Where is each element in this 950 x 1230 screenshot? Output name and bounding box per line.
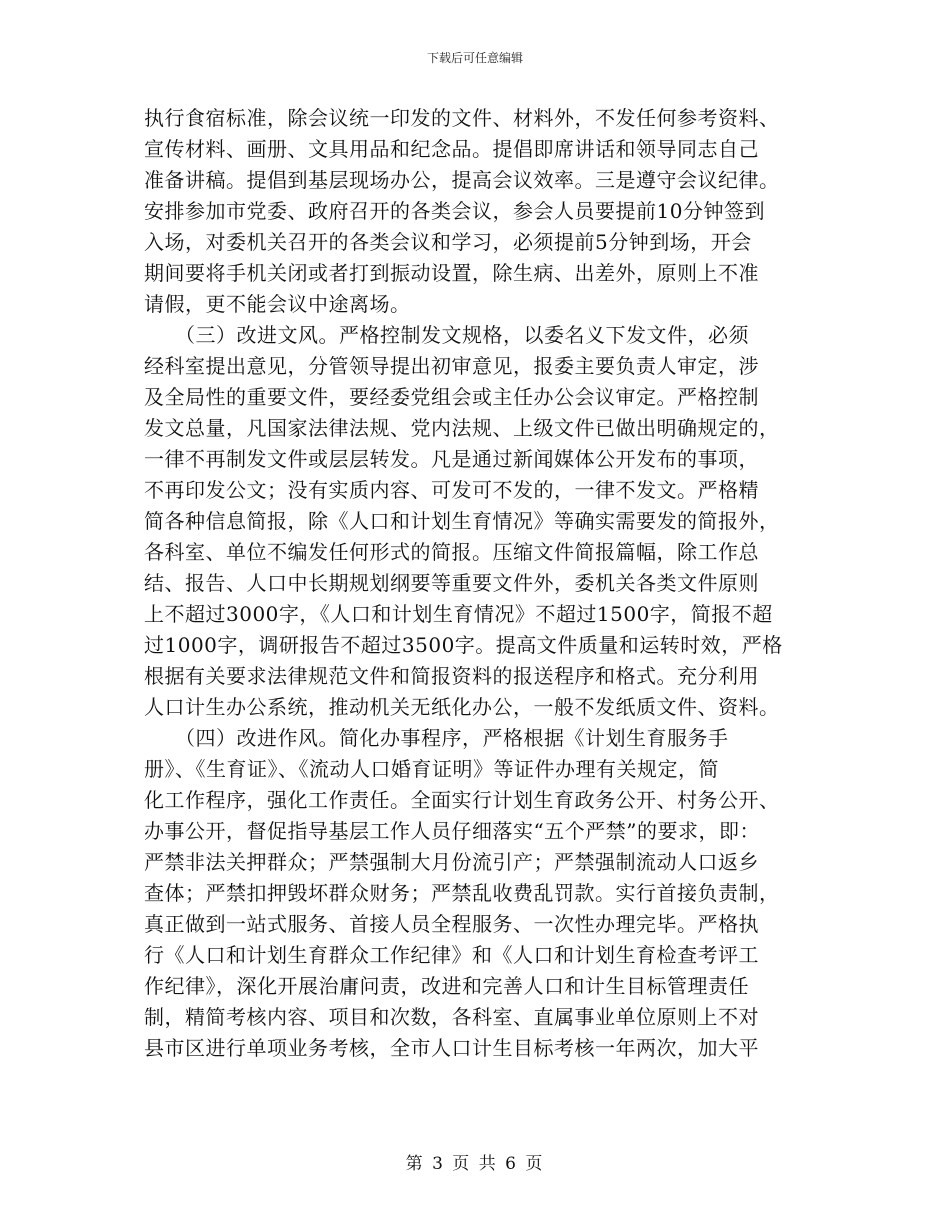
text-line-5: 入场，对委机关召开的各类会议和学习，必须提前5分钟到场，开会 [144, 230, 752, 254]
text-line-26: 查体；严禁扣押毁坏群众财务；严禁乱收费乱罚款。实行首接负责制， [144, 881, 780, 905]
text-line-30: 制，精简考核内容、项目和次数，各科室、直属事业单位原则上不对 [144, 1005, 759, 1029]
text-line-8: （三）改进文风。严格控制发文规格，以委名义下发文件，必须 [144, 323, 749, 347]
text-line-10: 及全局性的重要文件，要经委党组会或主任办公会议审定。严格控制 [144, 385, 759, 409]
text-line-21: （四）改进作风。简化办事程序，严格根据《计划生育服务手 [144, 726, 729, 750]
text-line-14: 简各种信息简报，除《人口和计划生育情况》等确实需要发的简报外， [144, 509, 780, 533]
text-line-2: 宣传材料、画册、文具用品和纪念品。提倡即席讲话和领导同志自己 [144, 137, 759, 161]
text-line-18: 过1000字，调研报告不超过3500字。提高文件质量和运转时效，严格 [144, 633, 783, 657]
text-line-13: 不再印发公文；没有实质内容、可发可不发的，一律不发文。严格精 [144, 478, 759, 502]
text-line-31: 县市区进行单项业务考核，全市人口计生目标考核一年两次，加大平 [144, 1036, 759, 1060]
text-line-25: 严禁非法关押群众；严禁强制大月份流引产；严禁强制流动人口返乡 [144, 850, 759, 874]
text-line-4: 安排参加市党委、政府召开的各类会议，参会人员要提前10分钟签到 [144, 199, 765, 223]
text-line-11: 发文总量，凡国家法律法规、党内法规、上级文件已做出明确规定的， [144, 416, 780, 440]
text-line-29: 作纪律》，深化开展治庸问责，改进和完善人口和计生目标管理责任 [144, 974, 749, 998]
text-line-20: 人口计生办公系统，推动机关无纸化办公，一般不发纸质文件、资料。 [144, 695, 780, 719]
text-line-3: 准备讲稿。提倡到基层现场办公，提高会议效率。三是遵守会议纪律。 [144, 168, 780, 192]
text-line-27: 真正做到一站式服务、首接人员全程服务、一次性办理完毕。严格执 [144, 912, 759, 936]
text-line-12: 一律不再制发文件或层层转发。凡是通过新闻媒体公开发布的事项， [144, 447, 759, 471]
document-body [144, 103, 824, 1064]
text-line-17: 上不超过3000字，《人口和计划生育情况》不超过1500字，简报不超 [144, 602, 773, 626]
page-header-note: 下载后可任意编辑 [426, 51, 523, 65]
text-line-1: 执行食宿标准，除会议统一印发的文件、材料外，不发任何参考资料、 [144, 106, 780, 130]
text-line-19: 根据有关要求法律规范文件和简报资料的报送程序和格式。充分利用 [144, 664, 759, 688]
text-line-22: 册》、《生育证》、《流动人口婚育证明》等证件办理有关规定，简 [144, 757, 719, 781]
text-line-24: 办事公开，督促指导基层工作人员仔细落实“五个严禁”的要求，即： [144, 819, 760, 843]
text-line-23: 化工作程序，强化工作责任。全面实行计划生育政务公开、村务公开、 [144, 788, 780, 812]
text-line-6: 期间要将手机关闭或者打到振动设置，除生病、出差外，原则上不准 [144, 261, 759, 285]
text-line-16: 结、报告、人口中长期规划纲要等重要文件外，委机关各类文件原则 [144, 571, 759, 595]
text-line-28: 行《人口和计划生育群众工作纪律》和《人口和计划生育检查考评工 [144, 943, 759, 967]
text-line-15: 各科室、单位不编发任何形式的简报。压缩文件简报篇幅，除工作总 [144, 540, 759, 564]
page-number-footer: 第 3 页 共 6 页 [405, 1154, 545, 1174]
text-line-7: 请假，更不能会议中途离场。 [144, 292, 411, 316]
text-line-9: 经科室提出意见，分管领导提出初审意见，报委主要负责人审定，涉 [144, 354, 759, 378]
